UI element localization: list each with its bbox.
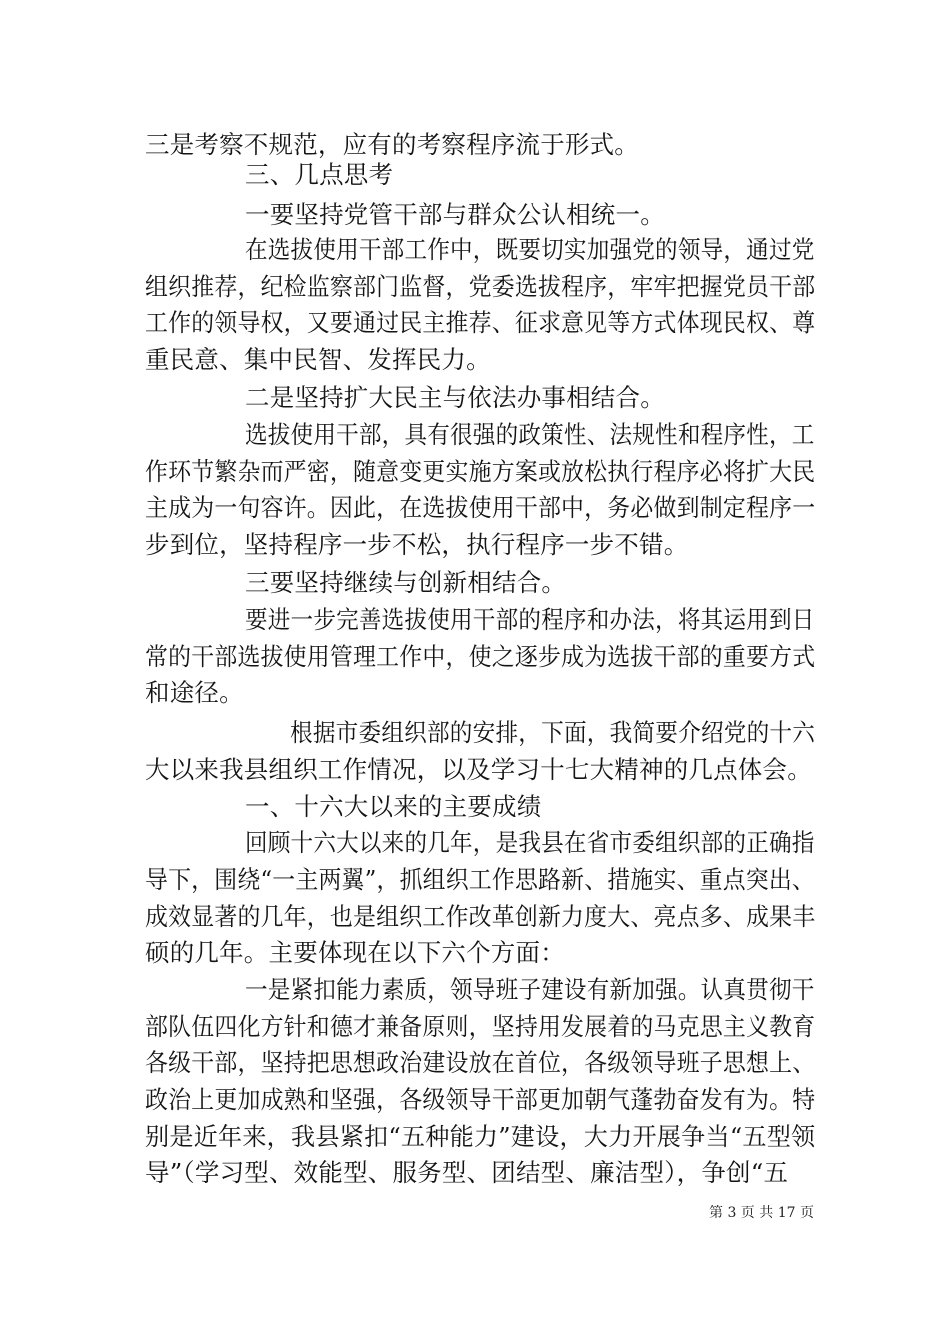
text-line: 二是坚持扩大民主与依法办事相结合。 <box>245 383 665 412</box>
text-line: 一是紧扣能力素质，领导班子建设有新加强。认真贯彻干 <box>245 975 815 1004</box>
text-line: 工作的领导权，又要通过民主推荐、征求意见等方式体现民权、尊 <box>145 308 816 337</box>
text-line: 大以来我县组织工作情况，以及学习十七大精神的几点体会。 <box>145 755 812 784</box>
text-line: 导下，围绕“一主两翼”，抓组织工作思路新、措施实、重点突出、 <box>145 865 816 894</box>
text-line: 三要坚持继续与创新相结合。 <box>245 568 567 597</box>
text-line: 选拔使用干部，具有很强的政策性、法规性和程序性，工 <box>245 420 815 449</box>
text-line: 步到位，坚持程序一步不松，执行程序一步不错。 <box>145 530 689 559</box>
text-line: 常的干部选拔使用管理工作中，使之逐步成为选拔干部的重要方式 <box>145 642 816 671</box>
text-line: 一要坚持党管干部与群众公认相统一。 <box>245 200 665 229</box>
text-line: 政治上更加成熟和坚强，各级领导干部更加朝气蓬勃奋发有为。特 <box>145 1085 816 1114</box>
text-line: 三是考察不规范，应有的考察程序流于形式。 <box>145 130 639 159</box>
text-line: 主成为一句容许。因此，在选拔使用干部中，务必做到制定程序一 <box>145 493 816 522</box>
text-line: 要进一步完善选拔使用干部的程序和办法，将其运用到日 <box>245 605 815 634</box>
page-number: 第 3 页 共 17 页 <box>709 1205 814 1221</box>
text-line: 和途径。 <box>145 678 244 707</box>
text-line: 成效显著的几年，也是组织工作改革创新力度大、亮点多、成果丰 <box>145 902 816 931</box>
text-line: 在选拔使用干部工作中，既要切实加强党的领导，通过党 <box>245 235 815 264</box>
text-line: 组织推荐，纪检监察部门监督，党委选拔程序，牢牢把握党员干部 <box>145 272 816 301</box>
text-line: 回顾十六大以来的几年，是我县在省市委组织部的正确指 <box>245 828 815 857</box>
text-line: 别是近年来，我县紧扣“五种能力”建设，大力开展争当“五型领 <box>145 1122 816 1151</box>
text-line: 导”（学习型、效能型、服务型、团结型、廉洁型），争创“五 <box>145 1158 789 1187</box>
text-line: 硕的几年。主要体现在以下六个方面： <box>145 938 565 967</box>
text-line: 重民意、集中民智、发挥民力。 <box>145 345 491 374</box>
text-line: 三、几点思考 <box>245 160 394 189</box>
text-line: 部队伍四化方针和德才兼备原则，坚持用发展着的马克思主义教育 <box>145 1012 816 1041</box>
text-line: 一、十六大以来的主要成绩 <box>245 792 542 821</box>
text-line: 各级干部，坚持把思想政治建设放在首位，各级领导班子思想上、 <box>145 1048 816 1077</box>
text-line: 作环节繁杂而严密，随意变更实施方案或放松执行程序必将扩大民 <box>145 457 816 486</box>
text-line: 根据市委组织部的安排，下面，我简要介绍党的十六 <box>290 718 816 747</box>
